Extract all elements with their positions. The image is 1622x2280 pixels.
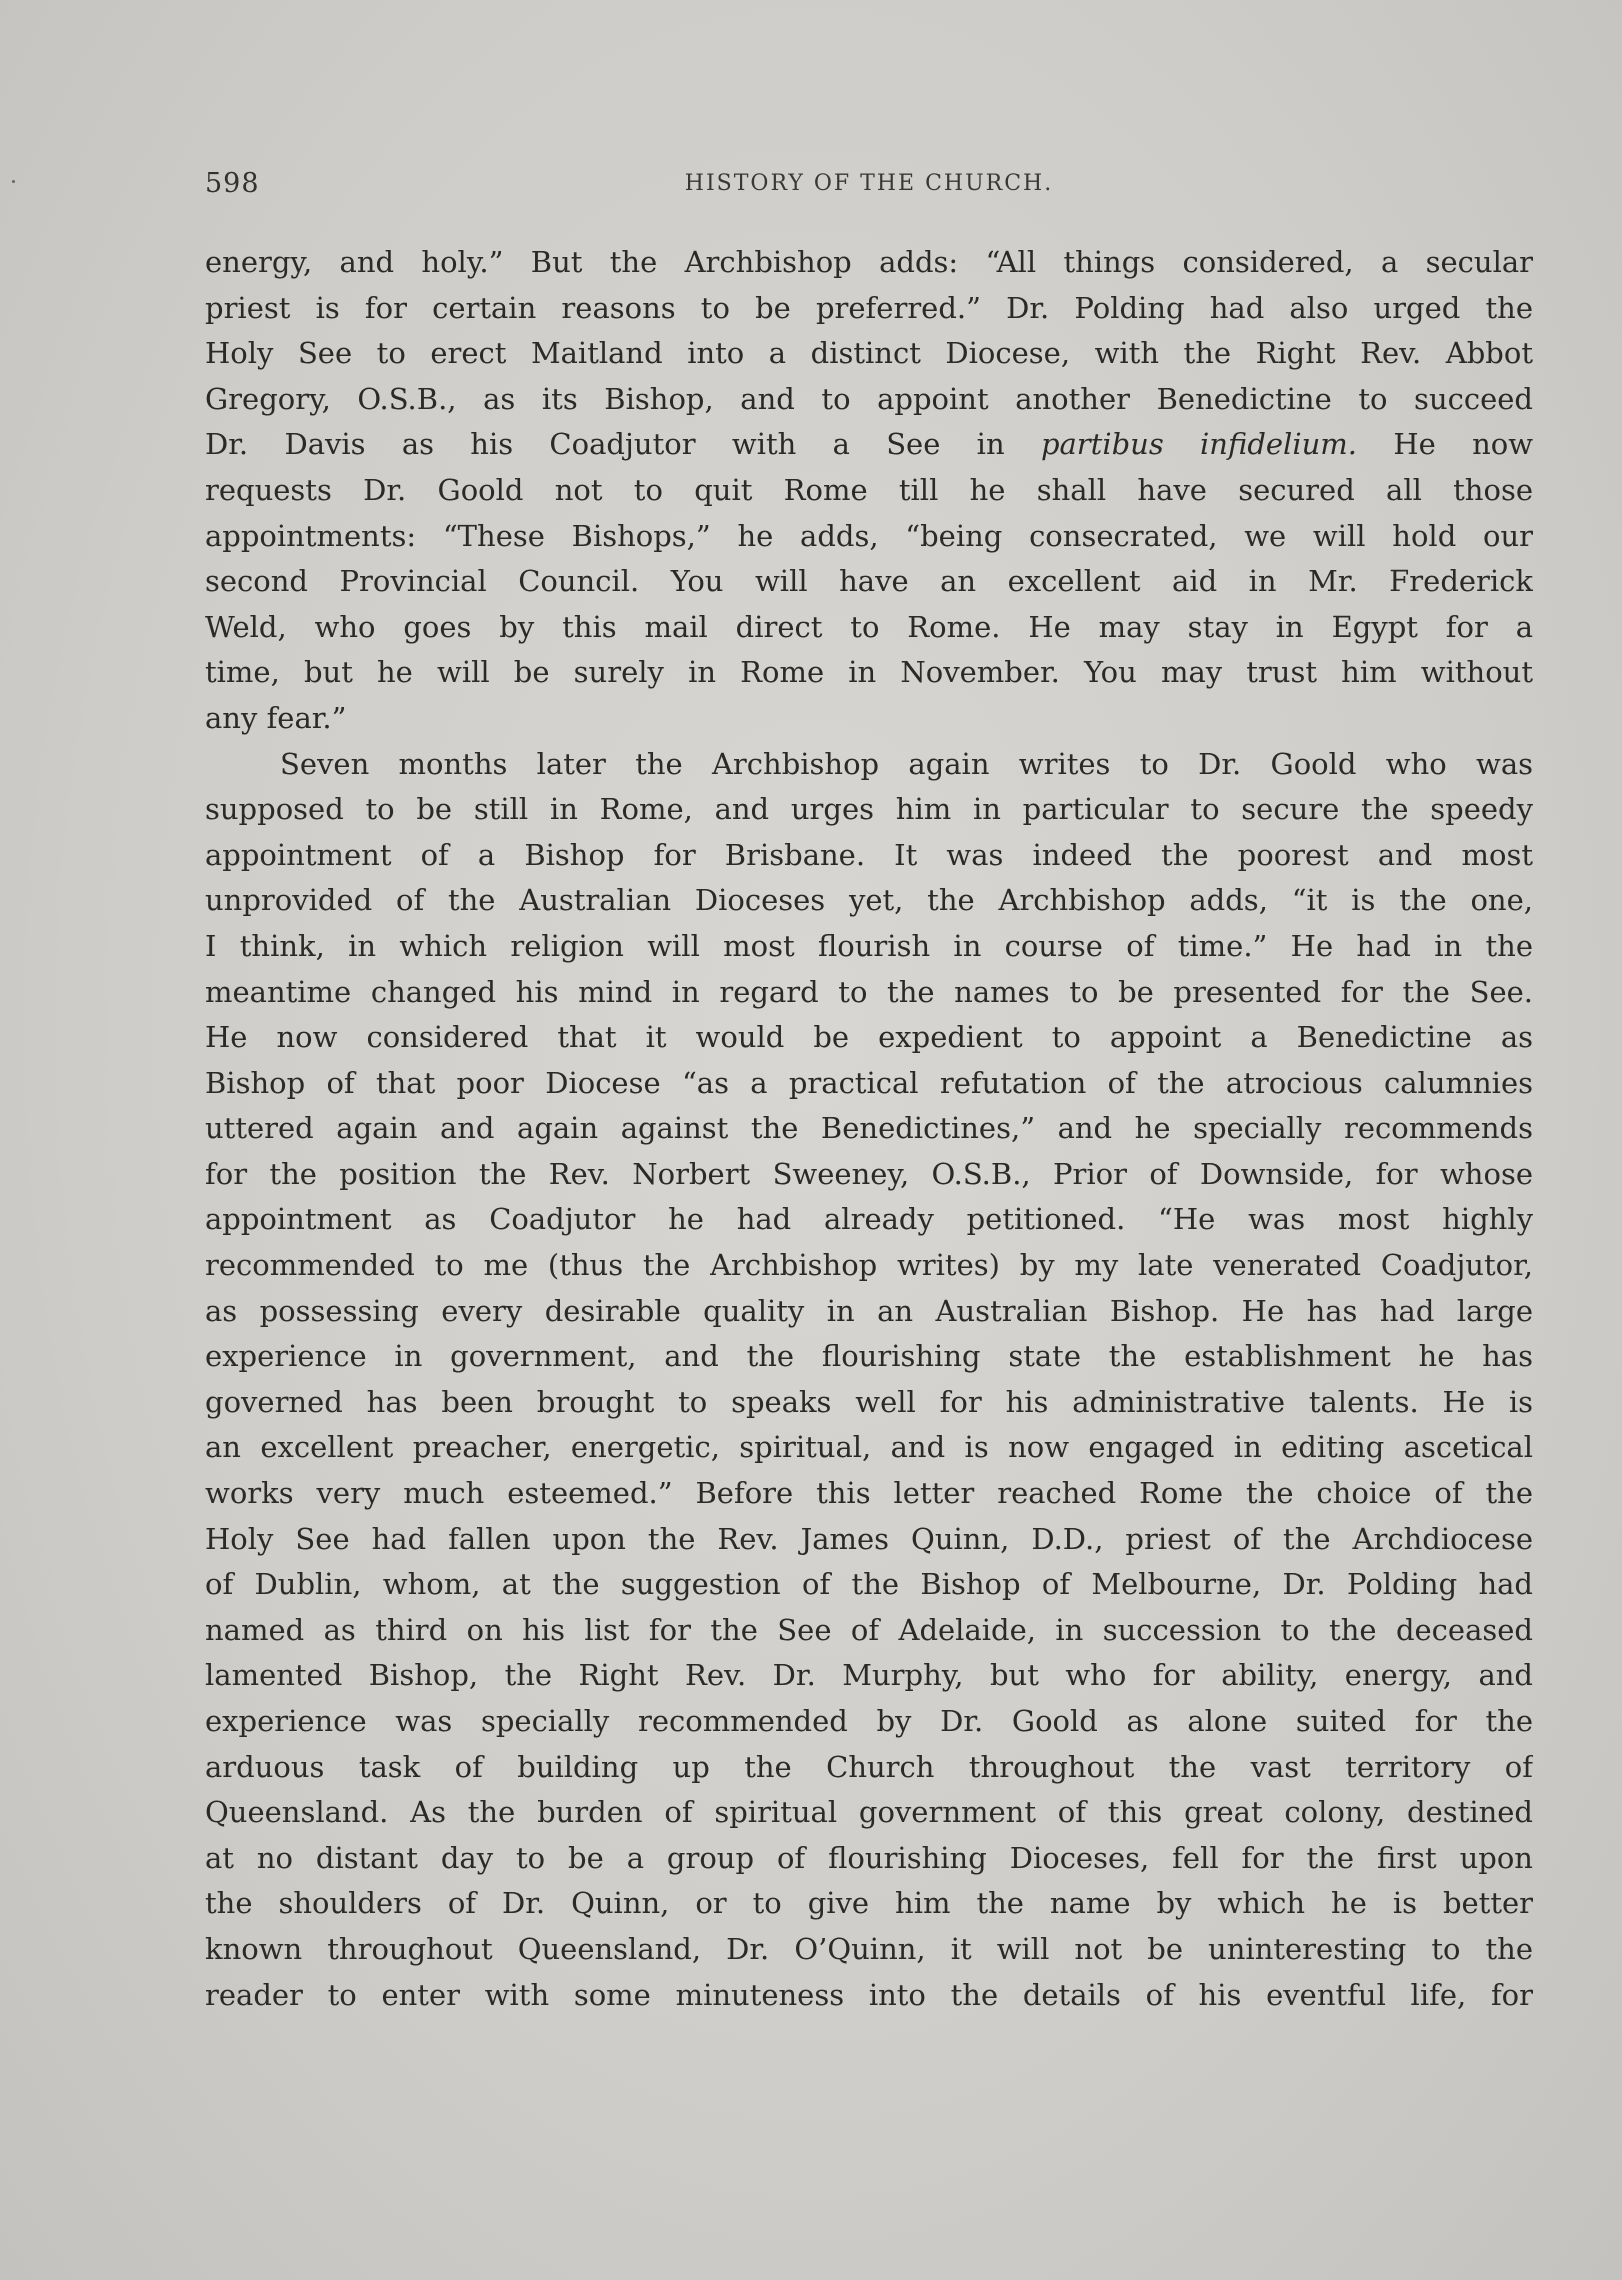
page-number: 598 <box>205 168 260 199</box>
paragraph-end-line: any fear.” <box>205 700 347 735</box>
running-title: HISTORY OF THE CHURCH. <box>684 171 1054 196</box>
text-line: appointments: “These Bishops,” he adds, “being consecrated, we will hold our <box>205 518 1533 553</box>
text-line: uttered again and again against the Benedictines,” and he specially recommends <box>205 1111 1533 1146</box>
text-line: Gregory, O.S.B., as its Bishop, and to appoint another Benedictine to succeed <box>205 381 1533 416</box>
text-line: I think, in which religion will most flourish in course of time.” He had in the <box>205 928 1533 963</box>
text-line: Holy See to erect Maitland into a distinct Diocese, with the Right Rev. Abbot <box>205 336 1533 371</box>
text-line: of Dublin, whom, at the suggestion of the Bishop of Melbourne, Dr. Polding had <box>205 1567 1533 1602</box>
text-line: at no distant day to be a group of flourishing Dioceses, fell for the first upon <box>205 1840 1533 1875</box>
text-line: Queensland. As the burden of spiritual government of this great colony, destined <box>205 1795 1533 1830</box>
paper-speck <box>12 180 15 183</box>
body-text <box>205 240 1533 2018</box>
text-line: the shoulders of Dr. Quinn, or to give him the name by which he is better <box>205 1886 1533 1921</box>
text-line: second Provincial Council. You will have an excellent aid in Mr. Frederick <box>205 564 1533 599</box>
text-line: works very much esteemed.” Before this letter reached Rome the choice of the <box>205 1476 1533 1511</box>
text-line: known throughout Queensland, Dr. O’Quinn, it will not be uninteresting to the <box>205 1931 1533 1966</box>
text-line: time, but he will be surely in Rome in November. You may trust him without <box>205 655 1533 690</box>
text-line <box>205 422 1533 468</box>
text-line: as possessing every desirable quality in an Australian Bishop. He has had large <box>205 1293 1533 1328</box>
text-line: lamented Bishop, the Right Rev. Dr. Murphy, but who for ability, energy, and <box>205 1658 1533 1693</box>
running-head <box>205 168 1533 204</box>
text-line: Weld, who goes by this mail direct to Rome. He may stay in Egypt for a <box>205 609 1533 644</box>
text-line: arduous task of building up the Church throughout the vast territory of <box>205 1749 1533 1784</box>
text-segment: He now <box>1393 427 1533 462</box>
text-line: for the position the Rev. Norbert Sweeney, O.S.B., Prior of Downside, for whose <box>205 1156 1533 1191</box>
text-line: an excellent preacher, energetic, spiritual, and is now engaged in editing ascetical <box>205 1430 1533 1465</box>
text-line: Bishop of that poor Diocese “as a practical refutation of the atrocious calumnies <box>205 1065 1533 1100</box>
text-line: supposed to be still in Rome, and urges him in particular to secure the speedy <box>205 792 1533 827</box>
text-line: recommended to me (thus the Archbishop writes) by my late venerated Coadjutor, <box>205 1248 1533 1283</box>
text-line: experience in government, and the flourishing state the establishment he has <box>205 1339 1533 1374</box>
text-segment: Dr. Davis as his Coadjutor with a See in <box>205 427 1005 462</box>
text-line: appointment of a Bishop for Brisbane. It was indeed the poorest and most <box>205 837 1533 872</box>
text-line: governed has been brought to speaks well for his administrative talents. He is <box>205 1384 1533 1419</box>
text-line: priest is for certain reasons to be preferred.” Dr. Polding had also urged the <box>205 290 1533 325</box>
text-line: reader to enter with some minuteness into the details of his eventful life, for <box>205 1977 1533 2012</box>
text-line: unprovided of the Australian Dioceses yet, the Archbishop adds, “it is the one, <box>205 883 1533 918</box>
text-line: requests Dr. Goold not to quit Rome till he shall have secured all those <box>205 472 1533 507</box>
paragraph-start-line: Seven months later the Archbishop again writes to Dr. Goold who was <box>280 746 1533 781</box>
text-line: appointment as Coadjutor he had already petitioned. “He was most highly <box>205 1202 1533 1237</box>
text-line: named as third on his list for the See of Adelaide, in succession to the deceased <box>205 1612 1533 1647</box>
text-line: energy, and holy.” But the Archbishop adds: “All things considered, a secular <box>205 245 1533 279</box>
italic-phrase: partibus infidelium. <box>1040 427 1357 462</box>
text-line: experience was specially recommended by Dr. Goold as alone suited for the <box>205 1704 1533 1738</box>
text-line: meantime changed his mind in regard to the names to be presented for the See. <box>205 974 1533 1009</box>
text-line: He now considered that it would be expedient to appoint a Benedictine as <box>205 1020 1533 1055</box>
text-line: Holy See had fallen upon the Rev. James Quinn, D.D., priest of the Archdiocese <box>205 1521 1533 1556</box>
